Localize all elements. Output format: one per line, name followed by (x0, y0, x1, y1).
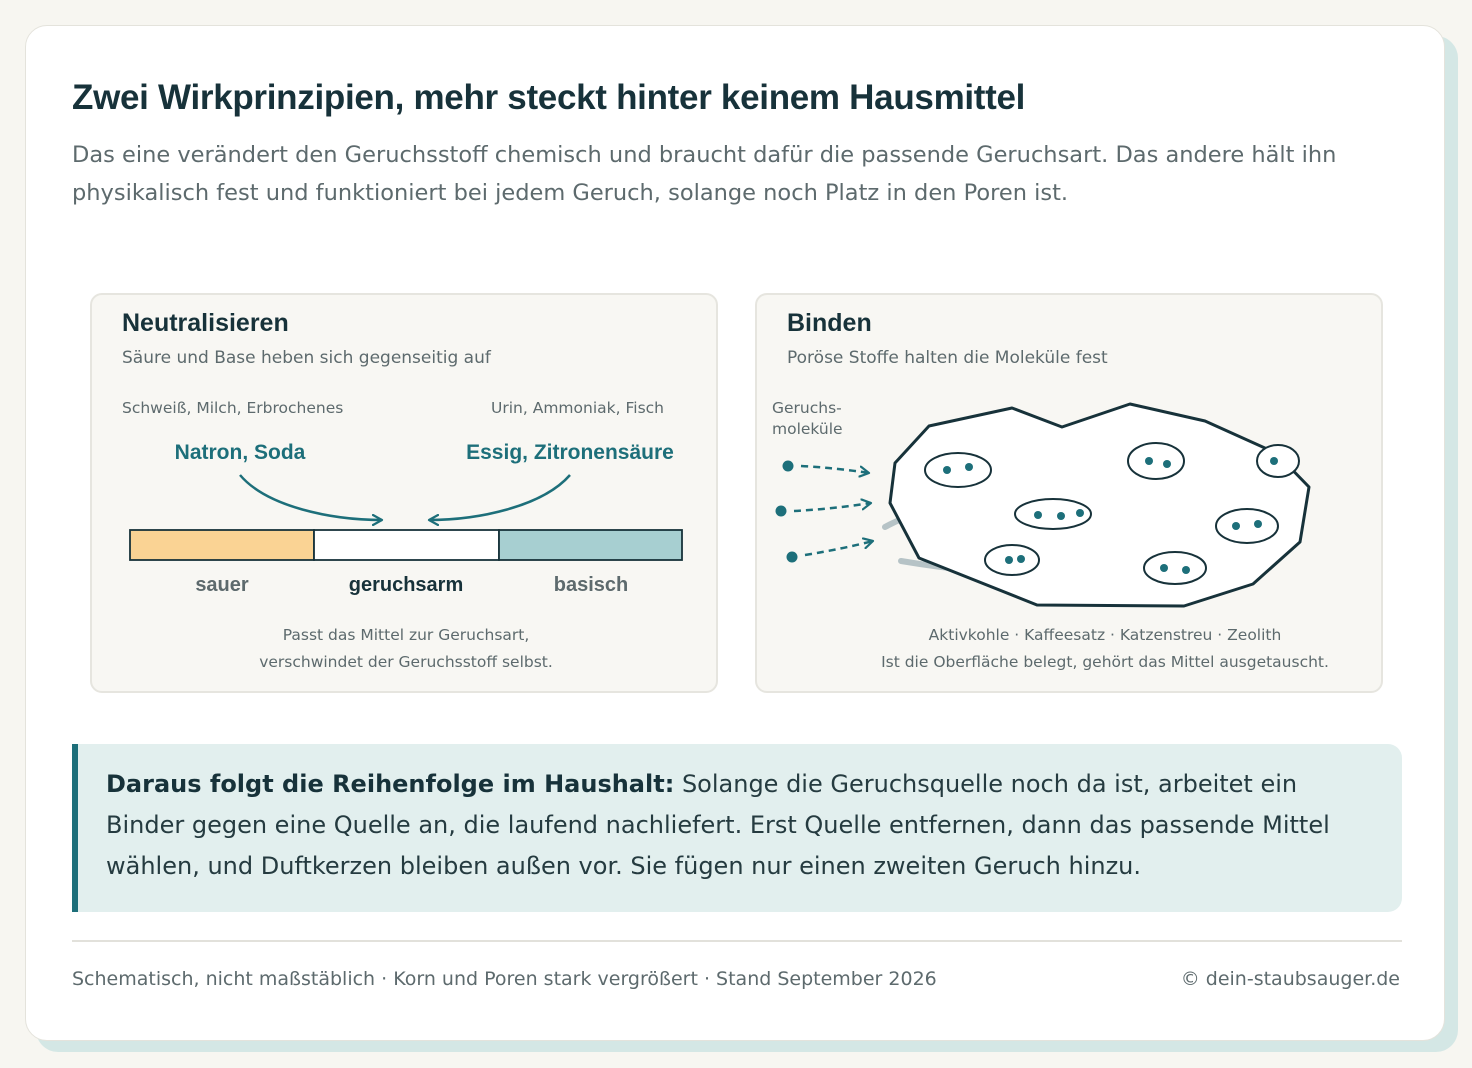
neutralize-subtitle: Säure und Base heben sich gegenseitig auf (122, 348, 491, 368)
page-subtitle: Das eine verändert den Geruchsstoff chemisch und braucht dafür die passende Geruchsart. Das andere hält ihn physikalisch fest und funktioniert bei jedem Geruch, solange noch Platz in den Poren ist. (72, 142, 1337, 206)
molecule-label-line2: moleküle (772, 420, 843, 438)
neutralize-caption-line2: verschwindet der Geruchsstoff selbst. (259, 653, 553, 671)
conclusion-box (72, 744, 1402, 912)
conclusion-lead: Daraus folgt die Reihenfolge im Haushalt: (106, 770, 675, 798)
pore (1144, 552, 1206, 584)
neutralize-panel (90, 293, 718, 693)
scale-label-acidic: sauer (195, 574, 249, 596)
molecule-label-line1: Geruchs- (772, 399, 842, 417)
bind-diagram (757, 295, 1385, 695)
base-remedy-arrow (240, 475, 382, 520)
molecule-arrow (805, 541, 873, 555)
pore (1216, 509, 1278, 543)
molecule-dot (787, 552, 798, 563)
bind-caption: Ist die Oberfläche belegt, gehört das Mittel ausgetauscht. (881, 653, 1329, 671)
base-remedy-label: Natron, Soda (174, 441, 306, 464)
footer-divider (72, 940, 1402, 942)
footer-copyright: © dein-staubsauger.de (1180, 968, 1400, 990)
scale-neutral-segment (314, 530, 499, 560)
scale-acidic-segment (130, 530, 314, 560)
molecule-arrow (794, 503, 871, 511)
scale-label-neutral: geruchsarm (348, 574, 464, 596)
acid-remedy-label: Essig, Zitronensäure (466, 441, 674, 464)
binder-materials: Aktivkohle · Kaffeesatz · Katzenstreu · Zeolith (928, 626, 1282, 644)
acidic-sources-label: Schweiß, Milch, Erbrochenes (122, 399, 344, 417)
bind-subtitle: Poröse Stoffe halten die Moleküle fest (787, 348, 1108, 368)
basic-sources-label: Urin, Ammoniak, Fisch (491, 399, 664, 417)
porous-grain (890, 404, 1309, 606)
pore (925, 453, 991, 487)
neutralize-diagram (92, 295, 720, 695)
molecule-dot (776, 506, 787, 517)
bind-title: Binden (787, 309, 872, 337)
bind-panel (755, 293, 1383, 693)
scale-basic-segment (499, 530, 682, 560)
scale-label-basic: basisch (553, 574, 629, 596)
molecule-arrow (801, 466, 869, 473)
neutralize-caption-line1: Passt das Mittel zur Geruchsart, (282, 626, 530, 644)
conclusion-text: Solange die Geruchsquelle noch da ist, arbeitet ein Binder gegen eine Quelle an, die laufend nachliefert. Erst Quelle entfernen, dann das passende Mittel wählen, und Duftkerzen bleiben außen vor. Sie fügen nur einen zweiten Geruch hinzu. (106, 770, 1330, 880)
molecule-dot (783, 461, 794, 472)
acid-remedy-arrow (429, 475, 570, 520)
footer-note: Schematisch, nicht maßstäblich · Korn und Poren stark vergrößert · Stand September 2026 (72, 968, 937, 990)
pore (1128, 443, 1184, 479)
neutralize-title: Neutralisieren (122, 309, 289, 337)
page-title: Zwei Wirkprinzipien, mehr steckt hinter keinem Hausmittel (72, 78, 1026, 117)
incoming-molecules (776, 461, 874, 563)
